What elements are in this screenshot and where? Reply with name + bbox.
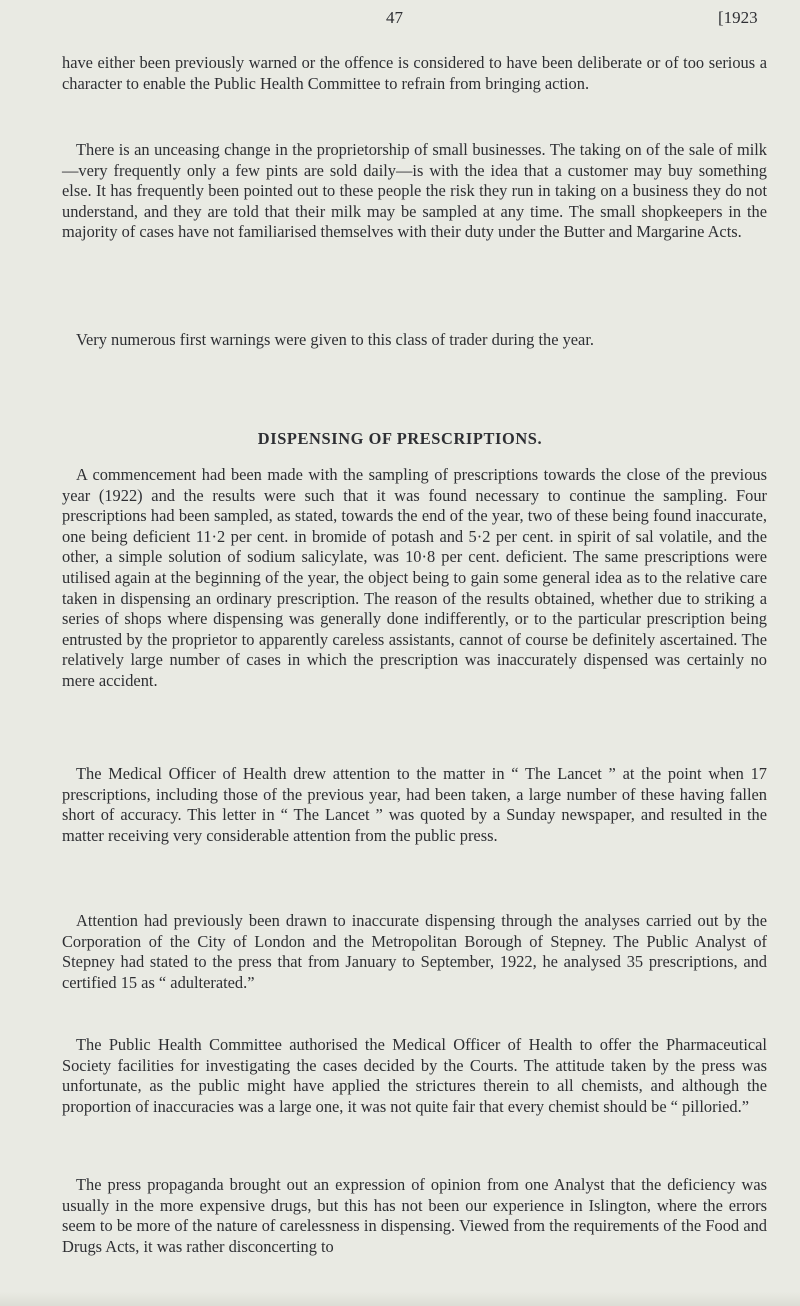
- page-number: 47: [386, 8, 403, 27]
- section-paragraph-2: The Medical Officer of Health drew attention to the matter in “ The Lancet ” at the point when 17 prescriptions, including those of the previous year, had been taken, a large number of these having fallen short of accuracy. This letter in “ The Lancet ” was quoted by a Sunday newspaper, and resulted in the matter receiving very considerable attention from the public press.: [62, 764, 767, 845]
- paragraph-2: There is an unceasing change in the proprietorship of small businesses. The taking on of the sale of milk—very frequently only a few pints are sold daily—is with the idea that a customer may buy something else. It has frequently been pointed out to these people the risk they run in taking on a business they do not understand, and they are told that their milk may be sampled at any time. The small shopkeepers in the majority of cases have not familiarised themselves with their duty under the Butter and Margarine Acts.: [62, 140, 767, 242]
- section-heading: DISPENSING OF PRESCRIPTIONS.: [257, 429, 543, 448]
- page-bottom-edge: [0, 1292, 800, 1306]
- paragraph-3: Very numerous first warnings were given to this class of trader during the year.: [76, 330, 594, 349]
- section-paragraph-5: The press propaganda brought out an expression of opinion from one Analyst that the deficiency was usually in the more expensive drugs, but this has not been our experience in Islington, where the errors seem to be more of the nature of carelessness in dispensing. Viewed from the requirements of the Food and Drugs Acts, it was rather disconcerting to: [62, 1175, 767, 1256]
- paragraph-1: have either been previously warned or the offence is considered to have been deliberate or of too serious a character to enable the Public Health Committee to refrain from bringing action.: [62, 53, 767, 93]
- section-paragraph-4: The Public Health Committee authorised the Medical Officer of Health to offer the Pharmaceutical Society facilities for investigating the cases decided by the Courts. The attitude taken by the press was unfortunate, as the public might have applied the strictures therein to all chemists, and although the proportion of inaccuracies was a large one, it was not quite fair that every chemist should be “ pilloried.”: [62, 1035, 767, 1116]
- section-paragraph-1: A commencement had been made with the sampling of prescriptions towards the close of the previous year (1922) and the results were such that it was found necessary to continue the sampling. Four prescriptions had been sampled, as stated, towards the end of the year, two of these being found inaccurate, one being deficient 11·2 per cent. in bromide of potash and 5·2 per cent. in spirit of sal volatile, and the other, a simple solution of sodium salicylate, was 10·8 per cent. deficient. The same prescriptions were utilised again at the beginning of the year, the object being to gain some general idea as to the relative care taken in dispensing an ordinary prescription. The reason of the results obtained, whether due to striking a series of shops where dispensing was generally done indifferently, or to the particular prescription being entrusted by the proprietor to apparently careless assistants, cannot of course be definitely ascertained. The relatively large number of cases in which the prescription was inaccurately dispensed was certainly no mere accident.: [62, 465, 767, 690]
- page-year: [1923: [718, 8, 758, 27]
- section-paragraph-3: Attention had previously been drawn to inaccurate dispensing through the analyses carried out by the Corporation of the City of London and the Metropolitan Borough of Stepney. The Public Analyst of Stepney had stated to the press that from January to September, 1922, he analysed 35 prescriptions, and certified 15 as “ adulterated.”: [62, 911, 767, 992]
